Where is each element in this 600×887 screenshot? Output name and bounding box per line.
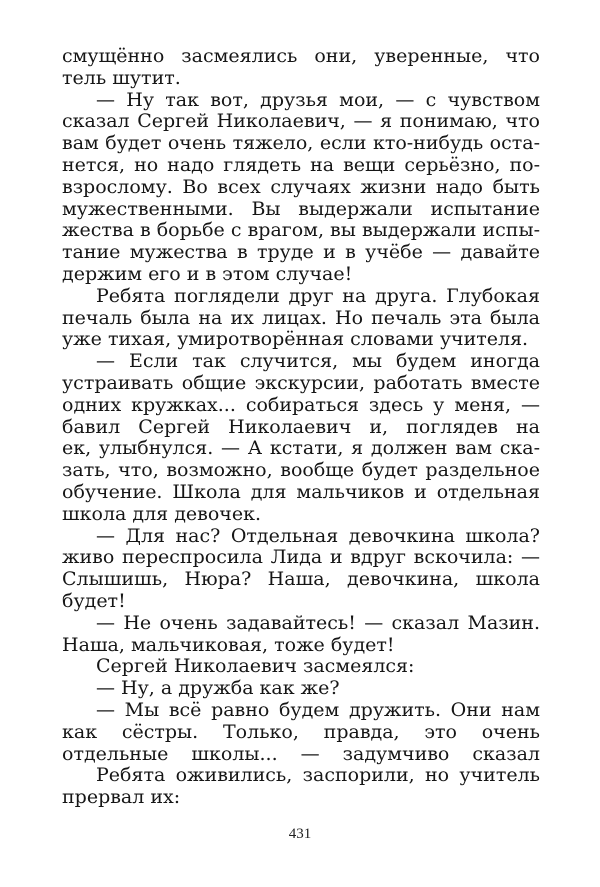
text-line: — Если так случится, мы будем иногда <box>96 351 540 373</box>
text-line: отдельные школы... — задумчиво сказал <box>62 743 540 765</box>
text-line: зать, что, возможно, вообще будет раздельное <box>62 460 540 482</box>
text-line: тель шутит. <box>62 66 181 89</box>
text-line: печаль была на их лицах. Но печаль эта была <box>62 307 540 329</box>
text-line: жества в борьбе с врагом, вы выдержали испы- <box>62 220 540 242</box>
text-line: Наша, мальчиковая, тоже будет! <box>62 633 395 656</box>
page-body-text <box>62 46 540 809</box>
text-line: сказал Сергей Николаевич, — я понимаю, что <box>62 111 540 133</box>
text-line: школа для девочек. <box>62 502 262 525</box>
page-number: 431 <box>288 826 312 842</box>
text-line: смущённо засмеялись они, уверенные, что <box>62 46 540 67</box>
text-line: устраивать общие экскурсии, работать вместе <box>62 372 540 394</box>
text-line: — Мы всё равно будем дружить. Они нам <box>96 699 540 721</box>
text-line: будет! <box>62 589 126 612</box>
text-line: Ребята оживились, заспорили, но учитель <box>96 765 540 787</box>
text-line: бавил Сергей Николаевич и, поглядев на <box>62 416 540 438</box>
text-line: — Ну, а дружба как же? <box>96 677 340 700</box>
text-line: как сёстры. Только, правда, это очень <box>62 721 540 743</box>
text-line: — Ну так вот, друзья мои, — с чувством <box>96 89 540 111</box>
text-line: нется, но надо глядеть на вещи серьёзно, по- <box>62 154 540 176</box>
text-line: тание мужества в труде и в учёбе — давайте <box>62 242 540 264</box>
text-line: ек, улыбнулся. — А кстати, я должен вам ска- <box>62 438 540 460</box>
text-line: живо переспросила Лида и вдруг вскочила: — <box>62 547 540 569</box>
text-line: Ребята поглядели друг на друга. Глубокая <box>96 285 540 307</box>
text-line: держим его и в этом случае! <box>62 262 353 285</box>
text-line: мужественными. Вы выдержали испытание <box>62 198 540 220</box>
text-line: Сергей Николаевич засмеялся: <box>96 655 415 678</box>
text-line: прервал их: <box>62 786 181 809</box>
text-line: — Для нас? Отдельная девочкина школа? <box>96 525 540 547</box>
text-line: уже тихая, умиротворённая словами учителя. <box>62 328 529 351</box>
text-line: взрослому. Во всех случаях жизни надо быть <box>62 176 540 198</box>
text-line: вам будет очень тяжело, если кто-нибудь оста- <box>62 133 540 155</box>
text-line: — Не очень задавайтесь! — сказал Мазин. <box>96 612 540 634</box>
text-line: обучение. Школа для мальчиков и отдельная <box>62 481 540 503</box>
text-line: одних кружках... собираться здесь у меня, — <box>62 394 540 416</box>
text-line: Слышишь, Нюра? Наша, девочкина, школа <box>62 569 540 591</box>
